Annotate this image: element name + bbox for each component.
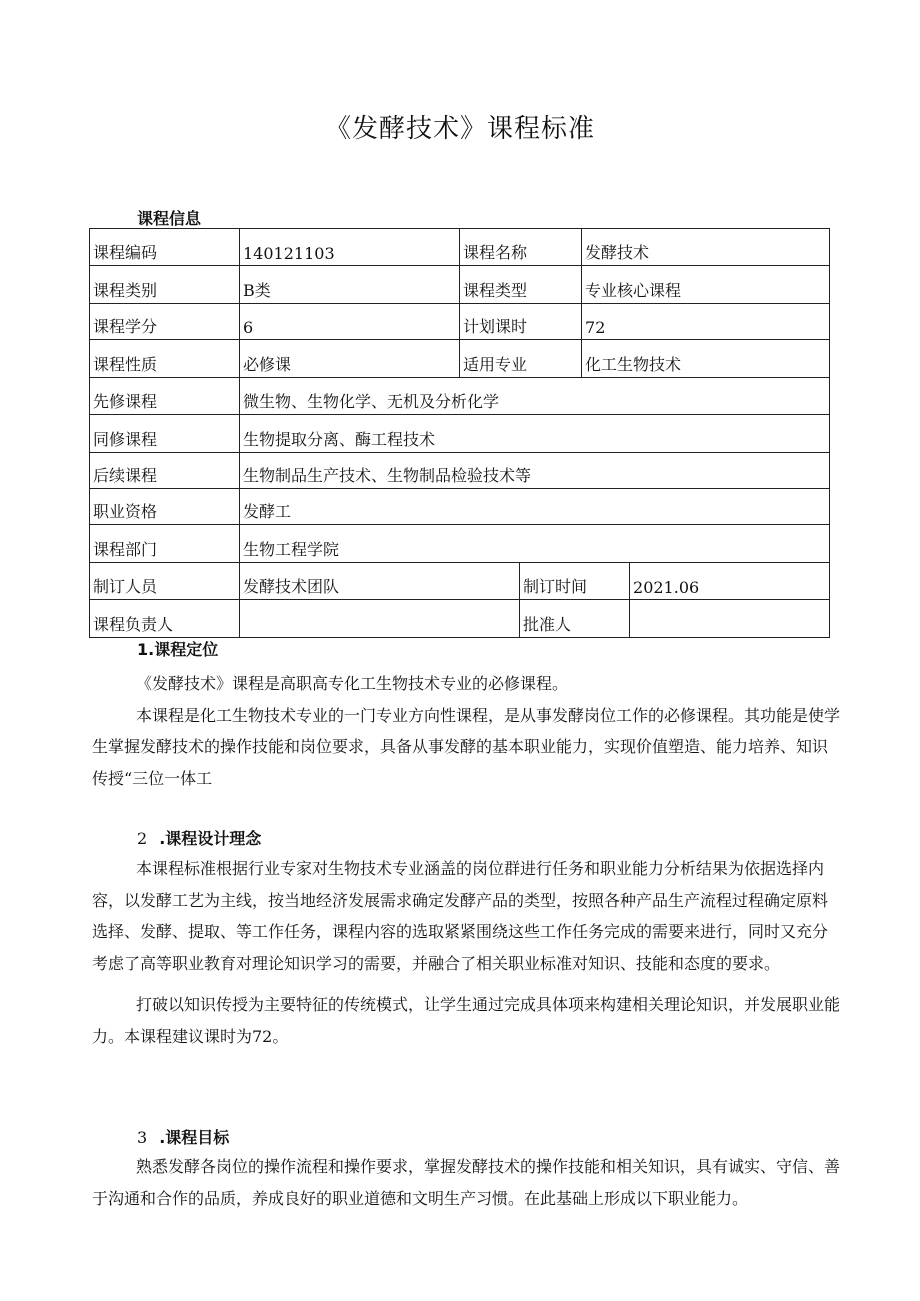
name-label: 课程名称: [460, 229, 582, 266]
section1-body: [92, 668, 842, 794]
lead-value: [240, 600, 520, 638]
table-row: [90, 489, 830, 525]
table-row: [90, 453, 830, 489]
section2-heading: [137, 826, 261, 849]
lead-label: 课程负责人: [90, 600, 240, 638]
section3-number: 3: [137, 1128, 148, 1147]
nature-label: 课程性质: [90, 340, 240, 378]
prereq-label: 先修课程: [90, 378, 240, 415]
qualification-label: 职业资格: [90, 489, 240, 525]
section2-para2: 打破以知识传授为主要特征的传统模式，让学生通过完成具体项来构建相关理论知识，并发展职业能力。本课程建议课时为72。: [92, 995, 841, 1046]
table-row: [90, 415, 830, 453]
name-value: 发酵技术: [582, 229, 830, 266]
section1-para2: 本课程是化工生物技术专业的一门专业方向性课程，是从事发酵岗位工作的必修课程。其功能是使学生掌握发酵技术的操作技能和岗位要求，具备从事发酵的基本职业能力，实现价值塑造、能力培养、知识传授“三位一体工: [92, 705, 841, 788]
coreq-value: 生物提取分离、酶工程技术: [240, 415, 830, 453]
course-info-table: [89, 228, 830, 638]
section2-title: .课程设计理念: [159, 829, 262, 848]
hours-value: 72: [582, 304, 830, 340]
code-label: 课程编码: [90, 229, 240, 266]
section2-para1: 本课程标准根据行业专家对生物技术专业涵盖的岗位群进行任务和职业能力分析结果为依据选择内容，以发酵工艺为主线，按当地经济发展需求确定发酵产品的类型，按照各种产品生产流程过程确定原料选择、发酵、提取、等工作任务，课程内容的选取紧紧围绕这些工作任务完成的需要来进行，同时又充分考虑了高等职业教育对理论知识学习的需要，并融合了相关职业标准对知识、技能和态度的要求。: [92, 859, 829, 973]
followup-value: 生物制品生产技术、生物制品检验技术等: [240, 453, 830, 489]
credit-value: 6: [240, 304, 460, 340]
author-label: 制订人员: [90, 563, 240, 600]
section3-body: [92, 1151, 842, 1214]
section1-para1: 《发酵技术》课程是高职高专化工生物技术专业的必修课程。: [136, 674, 569, 693]
category-label: 课程类别: [90, 266, 240, 304]
category-value: B类: [240, 266, 460, 304]
table-row: [90, 229, 830, 266]
dept-value: 生物工程学院: [240, 525, 830, 563]
type-value: 专业核心课程: [582, 266, 830, 304]
dept-label: 课程部门: [90, 525, 240, 563]
table-row: [90, 266, 830, 304]
date-label: 制订时间: [520, 563, 630, 600]
qualification-value: 发酵工: [240, 489, 830, 525]
table-row: [90, 378, 830, 415]
hours-label: 计划课时: [460, 304, 582, 340]
section2-body: [92, 853, 842, 1052]
code-value: 140121103: [240, 229, 460, 266]
section3-heading: [137, 1125, 229, 1148]
table-row: [90, 304, 830, 340]
major-label: 适用专业: [460, 340, 582, 378]
section3-para1: 熟悉发酵各岗位的操作流程和操作要求，掌握发酵技术的操作技能和相关知识，具有诚实、守信、善于沟通和合作的品质，养成良好的职业道德和文明生产习惯。在此基础上形成以下职业能力。: [92, 1157, 841, 1208]
section1-heading: 1.课程定位: [137, 640, 219, 659]
approver-label: 批准人: [520, 600, 630, 638]
section3-title: .课程目标: [159, 1128, 230, 1147]
author-value: 发酵技术团队: [240, 563, 520, 600]
prereq-value: 微生物、生物化学、无机及分析化学: [240, 378, 830, 415]
table-row: [90, 600, 830, 638]
course-info-label: 课程信息: [137, 209, 202, 228]
table-row: [90, 340, 830, 378]
type-label: 课程类型: [460, 266, 582, 304]
approver-value: [630, 600, 830, 638]
major-value: 化工生物技术: [582, 340, 830, 378]
credit-label: 课程学分: [90, 304, 240, 340]
table-row: [90, 525, 830, 563]
nature-value: 必修课: [240, 340, 460, 378]
coreq-label: 同修课程: [90, 415, 240, 453]
followup-label: 后续课程: [90, 453, 240, 489]
section2-number: 2: [137, 829, 148, 848]
table-row: [90, 563, 830, 600]
date-value: 2021.06: [630, 563, 830, 600]
page-title: 《发酵技术》课程标准: [324, 114, 595, 144]
